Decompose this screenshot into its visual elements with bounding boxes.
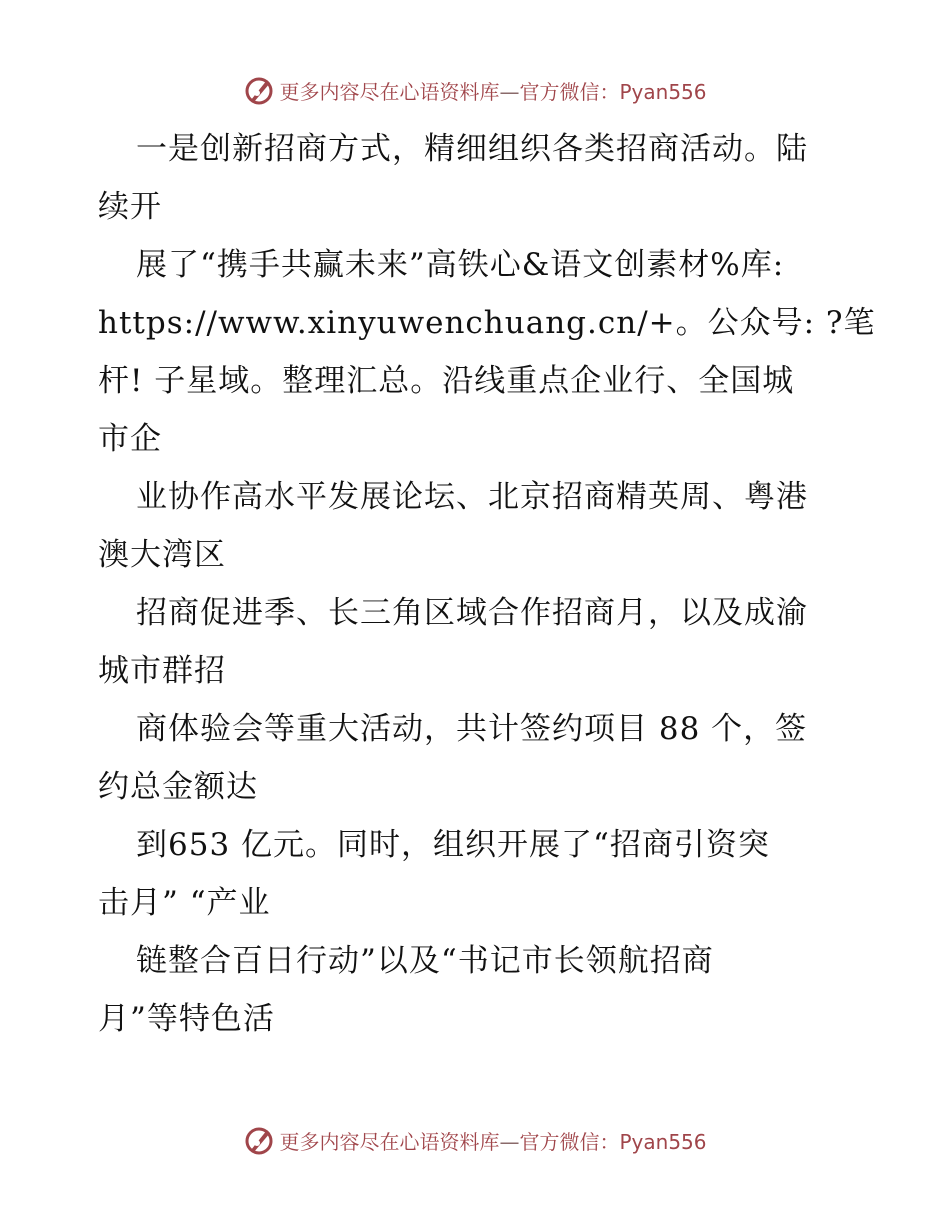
text-line: 杆! 子星域。整理汇总。沿线重点企业行、全国城: [98, 363, 795, 399]
text-line: 商体验会等重大活动，共计签约项目 88 个，签: [136, 711, 808, 747]
banner-text: [279, 1126, 706, 1155]
text-line: 业协作高水平发展论坛、北京招商精英周、粤港: [136, 479, 808, 515]
banner-wechat-id: Pyan556: [619, 79, 707, 104]
text-line: 市企: [98, 421, 162, 457]
banner-wechat-label: 官方微信：: [519, 1129, 620, 1154]
text-line: 链整合百日行动”以及“书记市长领航招商: [136, 943, 714, 979]
text-line: 续开: [98, 189, 162, 225]
banner-wechat-label: 官方微信：: [519, 79, 620, 104]
banner-separator: —: [499, 79, 520, 104]
text-line: 澳大湾区: [98, 537, 226, 573]
document-body: [98, 120, 876, 1048]
banner-separator: —: [499, 1129, 520, 1154]
text-line: 约总金额达: [98, 769, 258, 805]
footer-banner: [0, 1120, 950, 1160]
banner-main: 更多内容尽在心语资料库: [279, 79, 500, 104]
text-line: 城市群招: [98, 653, 226, 689]
banner-main: 更多内容尽在心语资料库: [279, 1129, 500, 1154]
text-line: 到653 亿元。同时，组织开展了“招商引资突: [136, 827, 770, 863]
text-line: 击月” “产业: [98, 885, 271, 921]
banner-text: [279, 76, 706, 105]
text-line: 月”等特色活: [98, 1001, 275, 1037]
text-line: 展了“携手共赢未来”高铁心&语文创素材%库:: [136, 247, 785, 283]
header-banner: [0, 70, 950, 110]
quill-seal-logo-icon: [243, 74, 275, 106]
text-line: 招商促进季、长三角区域合作招商月，以及成渝: [136, 595, 808, 631]
text-line: 一是创新招商方式，精细组织各类招商活动。陆: [136, 131, 808, 167]
text-line: https://www.xinyuwenchuang.cn/+。公众号: ?笔: [98, 305, 876, 341]
banner-wechat-id: Pyan556: [619, 1129, 707, 1154]
quill-seal-logo-icon: [243, 1124, 275, 1156]
